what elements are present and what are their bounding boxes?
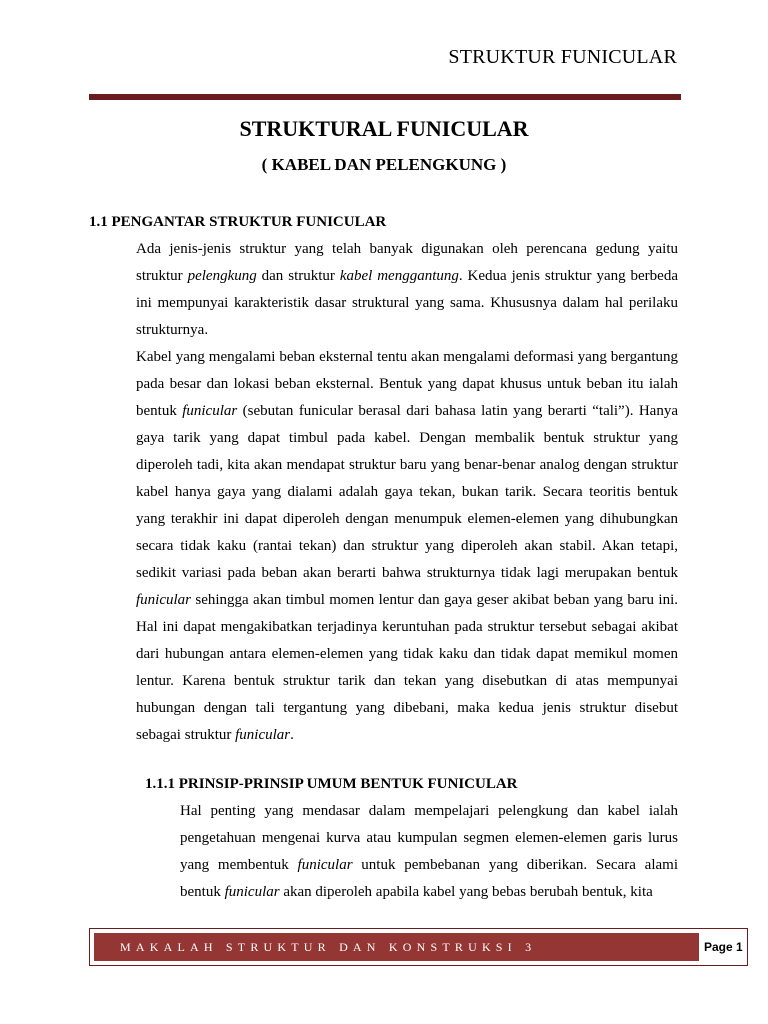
paragraph-2-emphasis-2: funicular xyxy=(136,592,191,608)
paragraph-2-text-3: sehingga akan timbul momen lentur dan gaya geser akibat beban yang baru ini. Hal ini dapat mengakibatkan terjadinya keruntuhan pada struktur tersebut sebagai akibat dari hubungan antara elemen-elemen yang tidak kaku dan tidak dapat memikul momen lentur. Karena bentuk struktur tarik dan tekan yang disebutkan di atas mempunyai hubungan dengan tali tergantung yang dibebani, maka kedua jenis struktur disebut sebagai struktur xyxy=(136,592,678,743)
paragraph-3 xyxy=(180,798,678,906)
paragraph-3-text-2: untuk pembebanan yang diberikan. Secara alami bentuk xyxy=(180,857,678,900)
paragraph-2-text-2: (sebutan funicular berasal dari bahasa latin yang berarti “tali”). Hanya gaya tarik yang dapat timbul pada kabel. Dengan membalik bentuk struktur yang diperoleh tadi, kita akan mendapat struktur baru yang benar-benar analog dengan struktur kabel hanya gaya yang dialami adalah gaya tekan, bukan tarik. Secara teoritis bentuk yang terakhir ini dapat diperoleh dengan menumpuk elemen-elemen yang dihubungkan secara tidak kaku (rantai tekan) dan struktur yang diperoleh akan stabil. Akan tetapi, sedikit variasi pada beban akan berarti bahwa strukturnya tidak lagi merupakan bentuk xyxy=(136,403,678,581)
paragraph-2-emphasis-3: funicular xyxy=(235,727,291,743)
paragraph-1-text-2: dan struktur xyxy=(256,268,340,284)
paragraph-3-text-3: akan diperoleh apabila kabel yang bebas berubah bentuk, kita xyxy=(279,884,653,900)
paragraph-2-emphasis-1: funicular xyxy=(182,403,238,419)
header-title: STRUKTUR FUNICULAR xyxy=(448,46,677,68)
paragraph-1-text-1: Ada jenis-jenis struktur yang telah banyak digunakan oleh perencana gedung yaitu struktur xyxy=(136,241,678,284)
document-subtitle: ( KABEL DAN PELENGKUNG ) xyxy=(261,155,507,174)
section-heading: 1.1 PENGANTAR STRUKTUR FUNICULAR xyxy=(89,214,387,230)
page-footer xyxy=(89,928,748,966)
paragraph-1-emphasis-1: pelengkung xyxy=(187,268,257,284)
header-rule xyxy=(89,94,681,100)
footer-page-box xyxy=(704,933,744,961)
paragraph-1-text-3: . Kedua jenis struktur yang berbeda ini mempunyai karakteristik dasar struktural yang sama. Khususnya dalam hal perilaku strukturnya. xyxy=(136,268,678,338)
paragraph-3-emphasis-2: funicular xyxy=(224,884,280,900)
paragraph-3-emphasis-1: funicular xyxy=(297,857,353,873)
subsection-heading: 1.1.1 PRINSIP-PRINSIP UMUM BENTUK FUNICULAR xyxy=(145,776,518,792)
document-title: STRUKTURAL FUNICULAR xyxy=(239,116,529,141)
paragraph-1-emphasis-2: kabel menggantung xyxy=(339,268,459,284)
paragraph-2-text-1: Kabel yang mengalami beban eksternal tentu akan mengalami deformasi yang bergantung pada besar dan lokasi beban eksternal. Bentuk yang dapat khusus untuk beban itu ialah bentuk xyxy=(136,349,678,419)
page-number: Page 1 xyxy=(704,940,743,954)
paragraph-3-text-1: Hal penting yang mendasar dalam mempelajari pelengkung dan kabel ialah pengetahuan mengenai kurva atau kumpulan segmen elemen-elemen garis lurus yang membentuk xyxy=(180,803,678,873)
paragraph-2-text-4: . xyxy=(290,727,294,743)
footer-title-bar xyxy=(94,933,699,961)
paragraph-1 xyxy=(136,236,678,344)
paragraph-2 xyxy=(136,344,678,749)
footer-title: MAKALAH STRUKTUR DAN KONSTRUKSI 3 xyxy=(120,939,537,954)
